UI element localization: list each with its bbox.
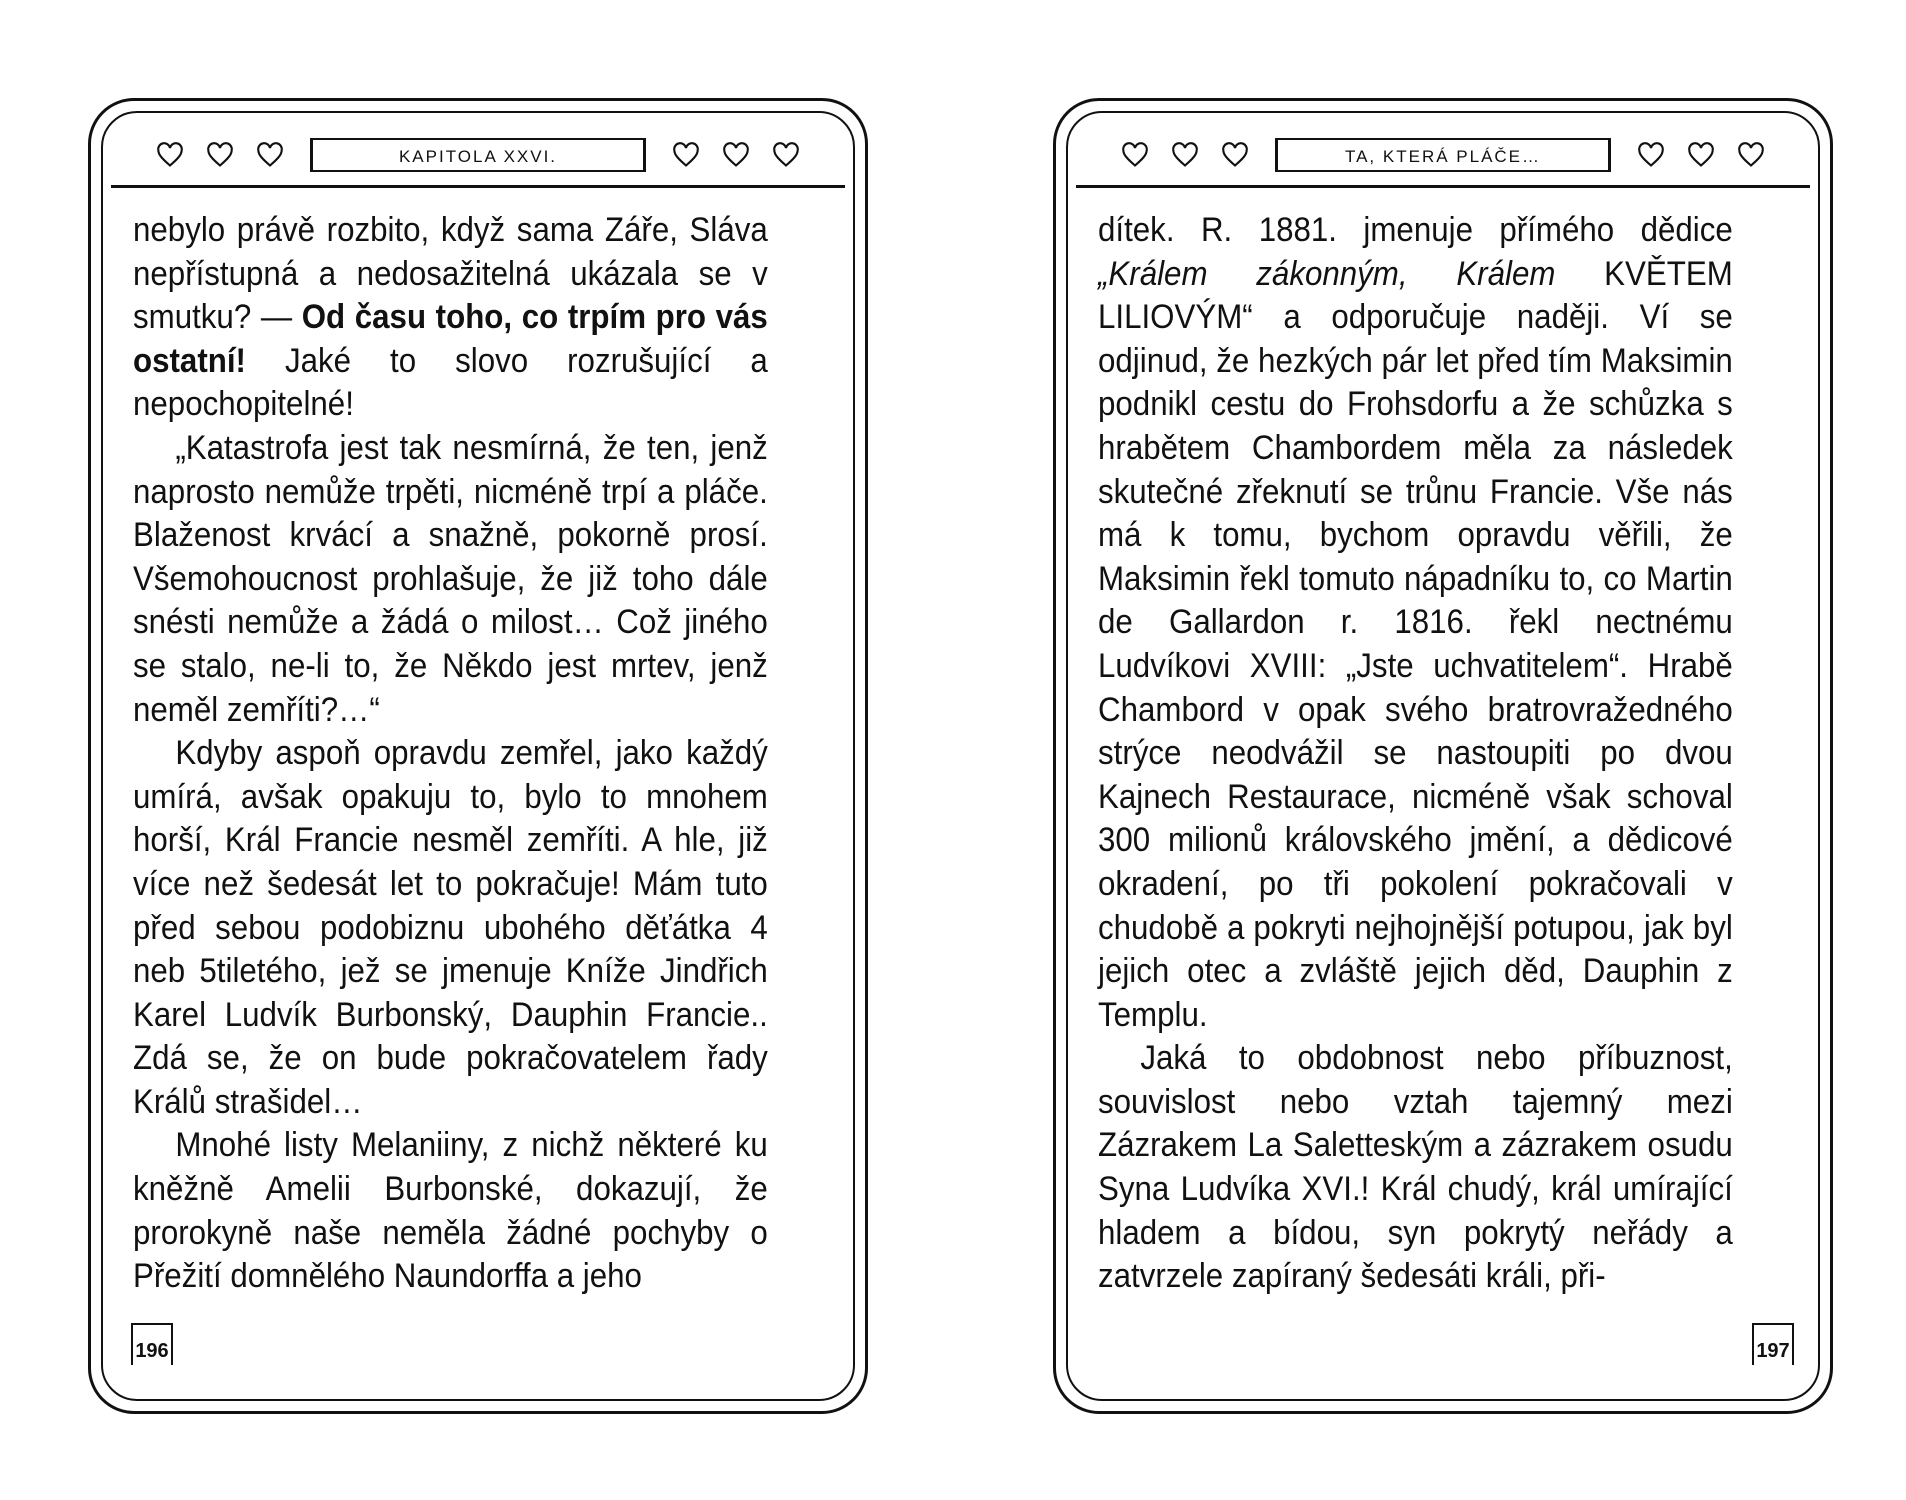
left-page-body (133, 209, 768, 1299)
text-span: Jaké to slovo rozrušující a nepochopitelné! (133, 341, 768, 424)
text-span: Mnohé listy Melaniiny, z nichž některé ku kněžně Amelii Burbonské, dokazují, že prorokyně naše neměla žádné pochyby o Přežití domnělého Naundorffa a jeho (133, 1126, 768, 1296)
heart-icon (722, 141, 750, 169)
left-header-hearts-right (672, 141, 800, 169)
heart-icon (1637, 141, 1665, 169)
body-paragraph (133, 732, 768, 1124)
right-header-hearts-left (1121, 141, 1249, 169)
heart-icon (1687, 141, 1715, 169)
text-span: Kdyby aspoň opravdu zemřel, jako každý umírá, avšak opakuju to, bylo to mnohem horší, Král Francie nesměl zemříti. A hle, již více než šedesát let to pokračuje! Mám tuto před sebou podobiznu ubohého děťátka 4 neb 5tiletého, jež se jmenuje Kníže Jindřich Karel Ludvík Burbonský, Dauphin Francie.. Zdá se, že on bude pokračovatelem řady Králů strašidel… (133, 734, 768, 1121)
text-span: nebylo právě rozbito, když sama Záře, Sláva nepřístupná a nedosažitelná ukázala se v smutku? — (133, 211, 768, 337)
left-page (88, 98, 868, 1414)
heart-icon (206, 141, 234, 169)
page-number: 197 (1752, 1323, 1794, 1365)
text-span: KVĚTEM LILIOVÝM“ a odporučuje naději. Ví se odjinud, že hezkých pár let před tím Maksimin podnikl cestu do Frohsdorfu a že schůzka s hrabětem Chambordem měla za následek skutečné zřeknutí se trůnu Francie. Vše nás má k tomu, bychom opravdu věřili, že Maksimin řekl tomuto nápadníku to, co Martin de Gallardon r. 1816. řekl nectnému Ludvíkovi XVIII: „Jste uchvatitelem“. Hrabě Chambord v opak svého bratrovražedného strýce neodvážil se nastoupiti po dvou Kajnech Restaurace, nicméně však schoval 300 milionů královského jmění, a dědicové okradení, po tři pokolení pokračovali v chudobě a pokryti nejhojnější potupou, jak byl jejich otec a zvláště jejich děd, Dauphin z Templu. (1098, 254, 1733, 1034)
header-rule (1076, 185, 1810, 188)
heart-icon (1121, 141, 1149, 169)
text-span: „Katastrofa jest tak nesmírná, že ten, jenž naprosto nemůže trpěti, nicméně trpí a pláče. Blaženost krvácí a snažně, pokorně prosí. Všemohoucnost prohlašuje, že již toho dále snésti nemůže a žádá o milost… Což jiného se stalo, ne-li to, že Někdo jest mrtev, jenž neměl zemříti?…“ (133, 428, 768, 729)
page-number: 196 (131, 1323, 173, 1365)
heart-icon (772, 141, 800, 169)
heart-icon (156, 141, 184, 169)
running-title: TA, KTERÁ PLÁČE… (1275, 138, 1611, 172)
body-paragraph (133, 209, 768, 427)
heart-icon (1221, 141, 1249, 169)
heart-icon (672, 141, 700, 169)
bold-text-span: Od času toho, co trpím pro vás ostatní! (133, 298, 768, 380)
right-page (1053, 98, 1833, 1414)
body-paragraph (1098, 209, 1733, 1037)
body-paragraph (1098, 1037, 1733, 1299)
heart-icon (1737, 141, 1765, 169)
right-page-header (1076, 127, 1810, 183)
right-header-hearts-right (1637, 141, 1765, 169)
left-header-hearts-left (156, 141, 284, 169)
chapter-title: KAPITOLA XXVI. (310, 138, 646, 172)
body-paragraph (133, 1124, 768, 1298)
left-page-header (111, 127, 845, 183)
right-page-body (1098, 209, 1733, 1299)
heart-icon (256, 141, 284, 169)
text-span: Jaká to obdobnost nebo příbuznost, souvislost nebo vztah tajemný mezi Zázrakem La Saletteským a zázrakem osudu Syna Ludvíka XVI.! Král chudý, král umírající hladem a bídou, syn pokrytý neřády a zatvrzele zapíraný šedesáti králi, při- (1098, 1039, 1733, 1296)
italic-text-span: „Králem zákonným, Králem (1098, 254, 1556, 293)
header-rule (111, 185, 845, 188)
heart-icon (1171, 141, 1199, 169)
text-span: dítek. R. 1881. jmenuje přímého dědice (1098, 211, 1733, 249)
body-paragraph (133, 427, 768, 732)
